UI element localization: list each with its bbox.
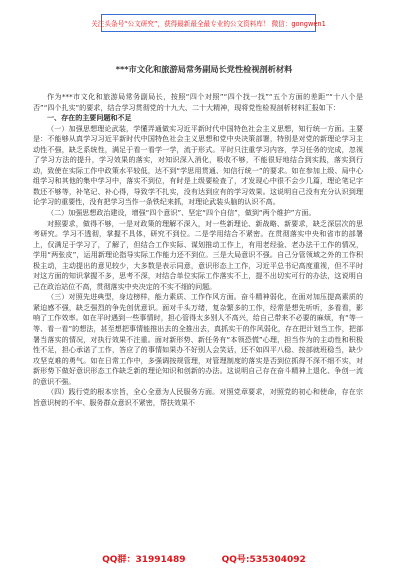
section-heading-1: 一、存在的主要问题和不足: [47, 113, 132, 123]
paragraph-3: 对照要求，做得不够，一是对政策的理解不深入，对一些新理论、新战略、新要求，缺乏深层次的思考研究。学习不透彻，掌握不具体，研究不到位。二是学用结合不紧密。在贯彻落实中央和省市的部署上，仅满足于学习了，了解了，但结合工作实际、谋划推动工作上，有用老经验、老办法干工作的情况，学用“两张皮”，运用新理论指导实际工作能力还不到位。三是大局意识不强。自己分管领域之外的工作积极主动，主动提出的意见较少，大多数是表示同意，意识形态上工作，习近平总书记高度重视，但不平时对这方面的知识掌握不多，思考不深，对结合单位实际工作落实不上，提不出切实可行的办法，这说明自己在政治站位不高，贯彻落实中央决定的不实不细的问题。: [33, 218, 363, 291]
paragraph-1: （一）加强思想理论武装，学懂弄通做实习近平新时代中国特色社会主义思想，知行统一方面。主要是：不能够从真学习习近平新时代中国特色社会主义思想和党中央决策部署，特别是对党的新理论学习主动性不强，缺乏系统性，满足于看一看学一学，流于形式。平时只注重学习内容，学习任务的完成，忽视了学习方法的提升，学习效果的落实，对知识深入消化，吸收不够，不能很好地结合到实践，落实到行动，致使在实际工作中政策水平较低，达不到“学思用贯通、知信行统一”的要求。如在参加上级、局中心组学习和其他的集中学习中，落实不到位，有时是上级要检查了，才发现心中很不会少几篇，理论笔记字数还不够等，补笔记、补心得，导致学不扎实，没有达到应有的学习效果。这说明自己没有充分认识到理论学习的重要性，没有把学习当作一条铁纪来抓，对理论武装头脑的认识不高。: [33, 123, 363, 207]
footer-qq-id: QQ号:535304092: [221, 555, 306, 565]
paragraph-5: （四）践行党的根本宗旨，全心全意为人民服务方面。对照党章要求，对照党的初心和使命，存在宗旨意识树的不牢、服务群众意识不紧密，帮扶效果不: [33, 387, 363, 407]
paragraph-intro: 作为***市文化和旅游局常务副局长，按照“四个对照”“四个找一找”“五个方面的差距”“十八个是否”“四个扎实”的要求，结合学习贯彻党的十九大、二十大精神，现将党性检视剖析材料汇报如下：: [33, 92, 363, 112]
document-title: ***市文化和旅游局常务副局长党性检视剖析材料: [115, 64, 293, 74]
document-body: [33, 92, 363, 408]
header-banner: [91, 14, 326, 32]
footer-qq-group: QQ群：31991489: [102, 555, 186, 565]
footer-contact: [0, 552, 408, 565]
banner-text: 关注头条号“公文研究”，获得最新最全最专业的公文资料库！ 微信：gongwen1: [91, 20, 326, 28]
paragraph-2: （二）加强思想政治建设，增强“四个意识”、坚定“四个自信”，做到“两个维护”方面。: [47, 208, 316, 218]
paragraph-4: （三）对照先进典型，身边榜样，能力素质、工作作风方面。奋斗精神弱化，在面对加压提高素质的紧迫感不强，缺乏强烈的争先创优意识。面对千头万绪，复杂繁多的工作，经常是想先听听，多看看，影响了工作效率。如在平时遇到一些事情时，担心管得太多别人不高兴，给自己带来不必要的麻烦，有“等一等、看一看”的想法，甚至想把事情能推出去的全推出去，真抓实干的作风弱化，存在把计划当工作，把部署当落实的情况，对执行效果不注重。面对新形势、新任务有“本领恐慌”心理，担当作为的主动性和积极性不足，担心承诺了工作，答应了的事情如果办不好别人会笑话，还不如四平八稳、按部就班稳当，缺少攻坚克难的勇气。如在日常工作中，多强调按规管理，对管理制度的落实是否到位抓得不深不细不实，对新形势下做好意识形态工作缺乏新的理论知识和创新的办法。这说明自己存在奋斗精神上退化、争创一流的意识不强。: [33, 292, 363, 386]
